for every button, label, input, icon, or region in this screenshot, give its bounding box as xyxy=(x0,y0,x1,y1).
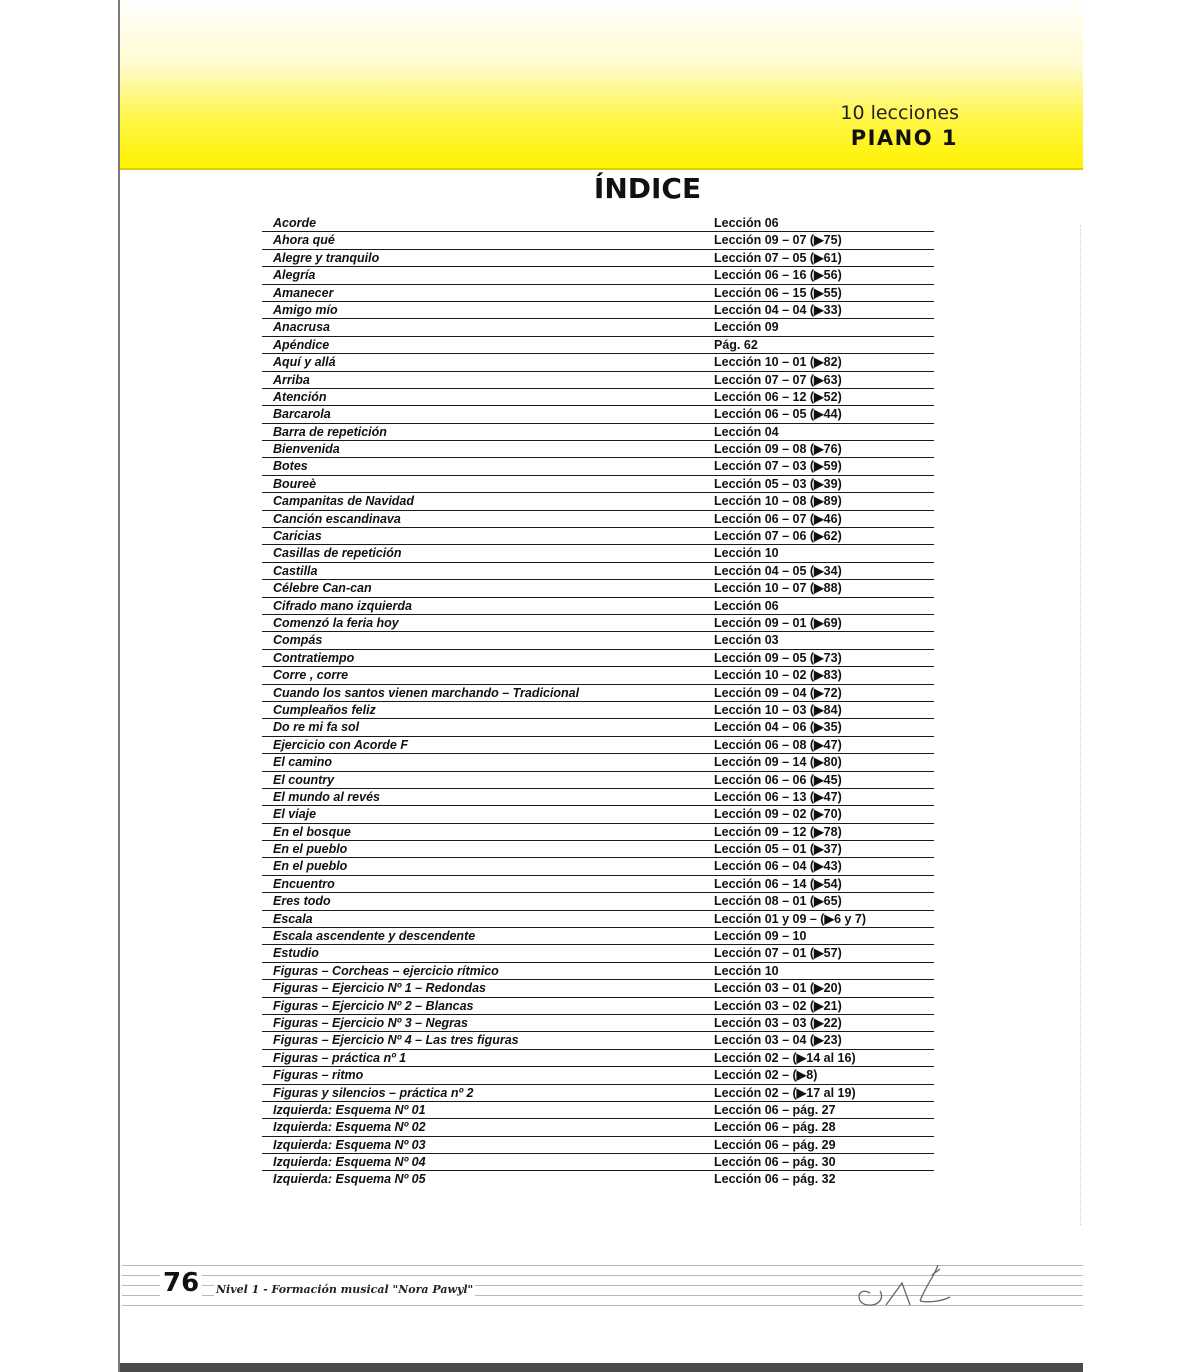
index-row xyxy=(262,789,934,806)
entry-reference: Lección 06 xyxy=(714,216,779,230)
entry-reference: Lección 07 – 07 (▶63) xyxy=(714,372,842,387)
page-title: ÍNDICE xyxy=(593,172,702,205)
entry-title: Corre , corre xyxy=(273,668,349,683)
entry-reference: Lección 06 – 04 (▶43) xyxy=(714,859,842,874)
index-row xyxy=(262,458,934,475)
index-row xyxy=(262,337,934,354)
entry-title: Escala ascendente y descendente xyxy=(273,929,476,944)
entry-title: Eres todo xyxy=(273,894,331,909)
entry-reference: Lección 06 – 13 (▶47) xyxy=(714,789,842,804)
entry-title: Escala xyxy=(273,911,313,926)
entry-title: Comenzó la feria hoy xyxy=(273,615,399,630)
entry-title: Alegre y tranquilo xyxy=(273,250,380,265)
entry-title: Ejercicio con Acorde F xyxy=(273,737,408,752)
entry-title: Encuentro xyxy=(273,876,335,891)
entry-reference: Lección 09 – 07 (▶75) xyxy=(714,233,842,248)
index-row xyxy=(262,511,934,528)
index-row xyxy=(262,754,934,771)
entry-title: Izquierda: Esquema Nº 04 xyxy=(273,1155,426,1170)
index-row xyxy=(262,685,934,702)
entry-title: Figuras – Ejercicio Nº 2 – Blancas xyxy=(273,998,474,1013)
entry-title: Figuras – Ejercicio Nº 1 – Redondas xyxy=(273,981,486,996)
index-row xyxy=(262,493,934,510)
index-row xyxy=(262,215,934,232)
entry-reference: Lección 05 – 03 (▶39) xyxy=(714,476,842,491)
index-row xyxy=(262,285,934,302)
index-row xyxy=(262,1102,934,1119)
entry-title: Contratiempo xyxy=(273,650,355,665)
entry-reference: Lección 09 – 12 (▶78) xyxy=(714,824,842,839)
index-row xyxy=(262,563,934,580)
index-row xyxy=(262,945,934,962)
entry-reference: Lección 10 xyxy=(714,546,779,561)
entry-title: Estudio xyxy=(273,946,319,961)
entry-title: Figuras – ritmo xyxy=(273,1068,364,1083)
entry-reference: Lección 07 – 06 (▶62) xyxy=(714,529,842,544)
entry-reference: Lección 10 – 08 (▶89) xyxy=(714,494,842,509)
index-row xyxy=(262,719,934,736)
entry-title: Boureè xyxy=(273,476,317,491)
index-row xyxy=(262,1085,934,1102)
signature-mark xyxy=(850,1255,960,1315)
entry-title: Amigo mío xyxy=(273,302,338,317)
document-page xyxy=(118,0,1083,1372)
index-row xyxy=(262,806,934,823)
entry-title: Alegría xyxy=(273,268,316,283)
index-row xyxy=(262,1032,934,1049)
entry-reference: Lección 02 – (▶14 al 16) xyxy=(714,1050,856,1065)
index-row xyxy=(262,354,934,371)
entry-reference: Lección 09 – 05 (▶73) xyxy=(714,650,842,665)
index-row xyxy=(262,476,934,493)
entry-title: En el pueblo xyxy=(273,859,348,874)
entry-title: En el pueblo xyxy=(273,842,348,857)
entry-reference: Lección 03 – 01 (▶20) xyxy=(714,981,842,996)
entry-reference: Lección 05 – 01 (▶37) xyxy=(714,842,842,857)
entry-title: Castilla xyxy=(273,563,318,578)
entry-title: En el bosque xyxy=(273,824,351,839)
index-row xyxy=(262,424,934,441)
entry-reference: Lección 06 – pág. 30 xyxy=(714,1155,836,1170)
entry-title: Canción escandinava xyxy=(273,511,401,526)
footer-note: Nivel 1 - Formación musical "Nora Pawyl" xyxy=(216,1283,474,1296)
index-row xyxy=(262,267,934,284)
entry-reference: Pág. 62 xyxy=(714,337,758,352)
entry-reference: Lección 06 – pág. 29 xyxy=(714,1137,836,1152)
entry-title: Apéndice xyxy=(273,337,330,352)
entry-reference: Lección 03 – 02 (▶21) xyxy=(714,998,842,1013)
index-row xyxy=(262,737,934,754)
entry-reference: Lección 09 – 01 (▶69) xyxy=(714,615,842,630)
entry-title: Compás xyxy=(273,633,323,648)
entry-reference: Lección 10 – 01 (▶82) xyxy=(714,355,842,370)
entry-title: Arriba xyxy=(273,372,310,387)
entry-title: Figuras – práctica nº 1 xyxy=(273,1050,407,1065)
index-row xyxy=(262,580,934,597)
entry-title: Campanitas de Navidad xyxy=(273,494,415,509)
index-row xyxy=(262,650,934,667)
entry-reference: Lección 06 – pág. 28 xyxy=(714,1120,836,1135)
page-number: 76 xyxy=(160,1268,202,1298)
entry-reference: Lección 06 – 06 (▶45) xyxy=(714,772,842,787)
index-row xyxy=(262,667,934,684)
entry-title: Izquierda: Esquema Nº 01 xyxy=(273,1102,426,1117)
index-row xyxy=(262,319,934,336)
index-row xyxy=(262,998,934,1015)
entry-title: Cifrado mano izquierda xyxy=(273,598,412,613)
index-row xyxy=(262,1067,934,1084)
entry-title: Izquierda: Esquema Nº 03 xyxy=(273,1137,426,1152)
entry-reference: Lección 08 – 01 (▶65) xyxy=(714,894,842,909)
entry-title: Cumpleaños feliz xyxy=(273,702,376,717)
entry-reference: Lección 06 – 12 (▶52) xyxy=(714,389,842,404)
entry-reference: Lección 02 – (▶8) xyxy=(714,1068,818,1083)
entry-reference: Lección 04 – 05 (▶34) xyxy=(714,563,842,578)
entry-title: Barcarola xyxy=(273,407,331,422)
book-title: PIANO 1 xyxy=(850,126,958,150)
entry-title: El camino xyxy=(273,755,333,770)
entry-title: Izquierda: Esquema Nº 05 xyxy=(273,1172,426,1187)
margin-dotted-line xyxy=(1080,225,1082,1225)
entry-reference: Lección 06 – pág. 27 xyxy=(714,1102,836,1117)
entry-title: Botes xyxy=(273,459,308,474)
entry-title: Figuras – Ejercicio Nº 4 – Las tres figuras xyxy=(273,1033,519,1048)
entry-reference: Lección 03 – 03 (▶22) xyxy=(714,1015,842,1030)
index-row xyxy=(262,980,934,997)
entry-title: Atención xyxy=(273,389,327,404)
index-row xyxy=(262,615,934,632)
index-row xyxy=(262,841,934,858)
index-row xyxy=(262,1050,934,1067)
entry-reference: Lección 10 – 07 (▶88) xyxy=(714,581,842,596)
bottom-bar xyxy=(120,1363,1083,1372)
entry-reference: Lección 07 – 05 (▶61) xyxy=(714,250,842,265)
entry-reference: Lección 04 – 04 (▶33) xyxy=(714,302,842,317)
index-row xyxy=(262,963,934,980)
entry-reference: Lección 03 xyxy=(714,633,779,648)
entry-reference: Lección 09 – 04 (▶72) xyxy=(714,685,842,700)
entry-reference: Lección 09 xyxy=(714,320,779,335)
entry-reference: Lección 09 – 08 (▶76) xyxy=(714,442,842,457)
entry-title: El mundo al revés xyxy=(273,789,380,804)
entry-title: Do re mi fa sol xyxy=(273,720,360,735)
entry-reference: Lección 01 y 09 – (▶6 y 7) xyxy=(714,911,867,926)
entry-reference: Lección 06 – 16 (▶56) xyxy=(714,268,842,283)
entry-title: Izquierda: Esquema Nº 02 xyxy=(273,1120,426,1135)
entry-title: Caricias xyxy=(273,529,322,544)
entry-reference: Lección 10 xyxy=(714,963,779,978)
index-row xyxy=(262,824,934,841)
index-row xyxy=(262,702,934,719)
index-row xyxy=(262,1154,934,1171)
index-row xyxy=(262,632,934,649)
index-row xyxy=(262,528,934,545)
entry-title: Casillas de repetición xyxy=(273,546,402,561)
entry-title: Cuando los santos vienen marchando – Tradicional xyxy=(273,685,580,700)
entry-reference: Lección 07 – 03 (▶59) xyxy=(714,459,842,474)
entry-reference: Lección 09 – 14 (▶80) xyxy=(714,755,842,770)
entry-reference: Lección 02 – (▶17 al 19) xyxy=(714,1085,856,1100)
index-row xyxy=(262,893,934,910)
index-row xyxy=(262,302,934,319)
index-row xyxy=(262,876,934,893)
index-row xyxy=(262,1119,934,1136)
index-list xyxy=(262,215,934,1188)
entry-title: Aquí y allá xyxy=(273,355,336,370)
entry-reference: Lección 06 – 08 (▶47) xyxy=(714,737,842,752)
index-row xyxy=(262,1015,934,1032)
series-label: 10 lecciones xyxy=(840,102,959,124)
entry-reference: Lección 09 – 10 xyxy=(714,929,807,944)
entry-reference: Lección 06 – pág. 32 xyxy=(714,1172,836,1187)
entry-title: Acorde xyxy=(273,216,317,230)
entry-title: El country xyxy=(273,772,335,787)
entry-reference: Lección 06 – 05 (▶44) xyxy=(714,407,842,422)
entry-title: Amanecer xyxy=(273,285,334,300)
entry-title: Ahora qué xyxy=(273,233,335,248)
entry-reference: Lección 10 – 03 (▶84) xyxy=(714,702,842,717)
entry-reference: Lección 07 – 01 (▶57) xyxy=(714,946,842,961)
entry-reference: Lección 06 xyxy=(714,598,779,613)
index-row xyxy=(262,545,934,562)
entry-reference: Lección 10 – 02 (▶83) xyxy=(714,668,842,683)
entry-reference: Lección 06 – 15 (▶55) xyxy=(714,285,842,300)
index-row xyxy=(262,441,934,458)
entry-reference: Lección 06 – 14 (▶54) xyxy=(714,876,842,891)
index-row xyxy=(262,598,934,615)
index-row xyxy=(262,250,934,267)
entry-title: Figuras – Ejercicio Nº 3 – Negras xyxy=(273,1015,468,1030)
index-row xyxy=(262,1171,934,1187)
entry-reference: Lección 09 – 02 (▶70) xyxy=(714,807,842,822)
entry-title: Barra de repetición xyxy=(273,424,387,439)
index-row xyxy=(262,928,934,945)
entry-title: Figuras y silencios – práctica nº 2 xyxy=(273,1085,474,1100)
index-row xyxy=(262,232,934,249)
header-band xyxy=(120,0,1083,170)
entry-reference: Lección 06 – 07 (▶46) xyxy=(714,511,842,526)
entry-reference: Lección 03 – 04 (▶23) xyxy=(714,1033,842,1048)
index-row xyxy=(262,911,934,928)
index-row xyxy=(262,858,934,875)
entry-title: Célebre Can-can xyxy=(273,581,372,596)
entry-title: Figuras – Corcheas – ejercicio rítmico xyxy=(273,963,499,978)
entry-title: Anacrusa xyxy=(273,320,330,335)
entry-title: Bienvenida xyxy=(273,442,340,457)
index-row xyxy=(262,372,934,389)
index-row xyxy=(262,772,934,789)
entry-reference: Lección 04 – 06 (▶35) xyxy=(714,720,842,735)
entry-title: El viaje xyxy=(273,807,317,822)
index-row xyxy=(262,389,934,406)
index-row xyxy=(262,406,934,423)
index-row xyxy=(262,1137,934,1154)
entry-reference: Lección 04 xyxy=(714,424,779,439)
